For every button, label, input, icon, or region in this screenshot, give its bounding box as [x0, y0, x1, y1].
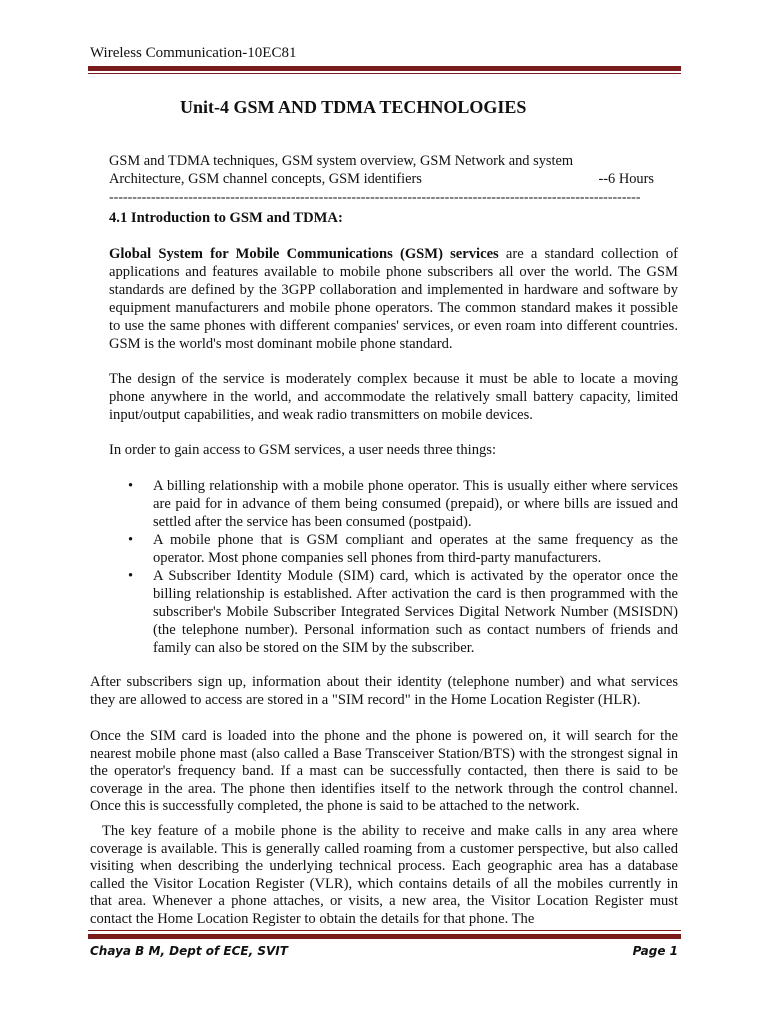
list-item	[128, 477, 678, 531]
paragraph-roaming: The key feature of a mobile phone is the ability to receive and make calls in any area where coverage is available. This is generally called roaming from a customer perspective, but also called visiting when describing the underlying technical process. Each geographic area has a database called the Visitor Location Register (VLR), which contains details of all the mobiles currently in that area. Whenever a phone attaches, or visits, a new area, the Visitor Location Register must contact the Home Location Register to obtain the details for that phone. The	[90, 823, 678, 927]
footer-author: Chaya B M, Dept of ECE, SVIT	[90, 944, 288, 958]
paragraph-subscriber-signup: After subscribers sign up, information about their identity (telephone number) and what services they are allowed to access are stored in a "SIM record" in the Home Location Register (HLR).	[90, 674, 678, 708]
paragraph-requirements: In order to gain access to GSM services, a user needs three things:	[109, 442, 497, 458]
bullet-icon: •	[128, 568, 134, 584]
syllabus-line-2-text: Architecture, GSM channel concepts, GSM identifiers	[109, 171, 422, 187]
requirements-list	[128, 477, 678, 657]
running-header: Wireless Communication-10EC81	[90, 45, 297, 61]
syllabus-hours: --6 Hours	[598, 171, 654, 187]
gsm-intro-text: are a standard collection of applications and features available to mobile phone subscribers all over the world. The GSM standards are defined by the 3GPP collaboration and implemented in hardware and software by equipment manufacturers and mobile phone operators. The common standard makes it possible to use the same phones with different companies' services, or even roam into different countries. GSM is the world's most dominant mobile phone standard.	[109, 246, 679, 352]
footer-rule	[88, 934, 681, 939]
gsm-bold-term: Global System for Mobile Communications (GSM) services	[109, 246, 499, 262]
list-item	[128, 531, 678, 567]
bullet-icon: •	[128, 532, 134, 548]
list-item-text: A mobile phone that is GSM compliant and operates at the same frequency as the operator. Most phone companies sell phones from third-party manufacturers.	[153, 532, 678, 566]
bullet-icon: •	[128, 478, 134, 494]
dashed-separator: ------------------------------------------------------------------------------------------------------------------	[109, 191, 641, 205]
syllabus-line-2	[109, 170, 654, 188]
paragraph-gsm-intro	[109, 245, 678, 353]
list-item-text: A Subscriber Identity Module (SIM) card, which is activated by the operator once the billing relationship is established. After activation the card is then programmed with the subscriber's Mobile Subscriber Integrated Services Digital Network Number (MSISDN) (the telephone number). Personal information such as contact numbers of friends and family can also be stored on the SIM by the subscriber.	[153, 568, 678, 656]
unit-title: Unit-4 GSM AND TDMA TECHNOLOGIES	[180, 97, 527, 117]
syllabus-line-1: GSM and TDMA techniques, GSM system overview, GSM Network and system	[109, 153, 574, 169]
list-item-text: A billing relationship with a mobile phone operator. This is usually either where services are paid for in advance of them being consumed (prepaid), or where bills are issued and settled after the service has been consumed (postpaid).	[153, 478, 678, 530]
paragraph-sim-attach: Once the SIM card is loaded into the phone and the phone is powered on, it will search for the nearest mobile phone mast (also called a Base Transceiver Station/BTS) with the strongest signal in the operator's frequency band. If a mast can be successfully contacted, then there is said to be coverage in the area. The phone then identifies itself to the network through the control channel. Once this is successfully completed, the phone is said to be attached to the network.	[90, 728, 678, 815]
syllabus-topics	[109, 152, 654, 188]
paragraph-design: The design of the service is moderately complex because it must be able to locate a moving phone anywhere in the world, and accommodate the relatively small battery capacity, limited input/output capabilities, and weak radio transmitters on mobile devices.	[109, 371, 678, 423]
list-item	[128, 567, 678, 657]
footer-page-number: Page 1	[632, 944, 678, 958]
header-rule	[88, 66, 681, 71]
section-heading: 4.1 Introduction to GSM and TDMA:	[109, 210, 343, 226]
